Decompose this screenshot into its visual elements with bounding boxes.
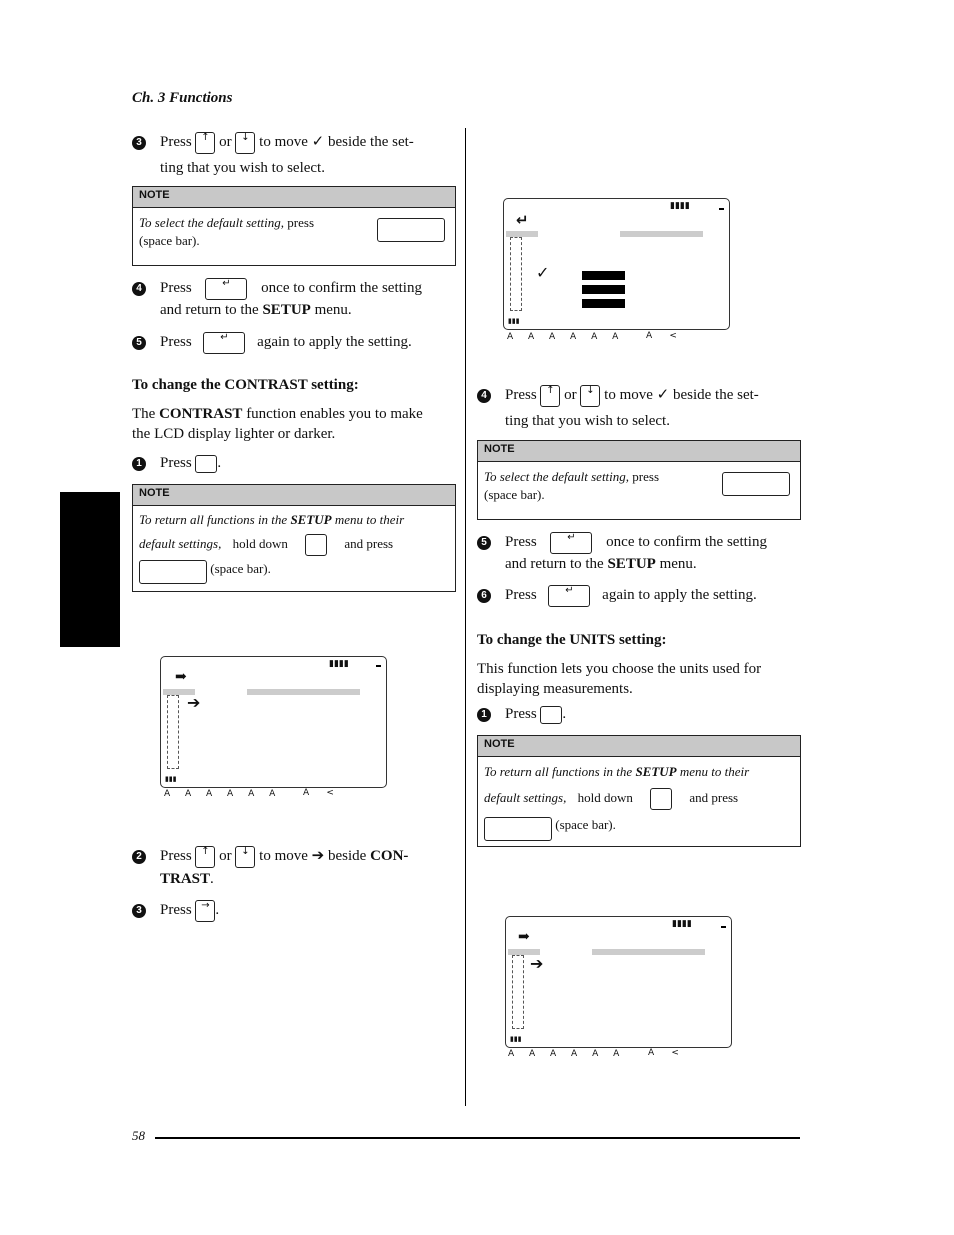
note-bold: SETUP (290, 512, 332, 527)
step-3-cont: ting that you wish to select. (160, 160, 325, 176)
para-text: function enables you to make (246, 406, 423, 422)
setup-key (195, 455, 217, 473)
step-2 (132, 845, 457, 868)
selection-arrow-icon: ➔ (530, 954, 544, 973)
arrow-icon: ➡ (175, 670, 187, 685)
contrast-paragraph (132, 404, 457, 444)
lcd-option-block (582, 285, 625, 294)
step-number: 1 (477, 708, 491, 722)
note-box (132, 484, 456, 592)
step-text: or (219, 848, 232, 864)
step-text: to move ✓ beside the set- (604, 387, 759, 403)
step-text: Press (160, 280, 192, 296)
note-text: menu to their (679, 764, 750, 779)
note-text: To return all functions in the (484, 764, 633, 779)
para-text: displaying measurements. (477, 681, 633, 697)
arrow-icon: ➡ (518, 930, 530, 945)
space-key (484, 817, 552, 841)
down-key: ↓ (580, 385, 600, 407)
lcd-indicators: A A A A A A (164, 789, 282, 799)
step-text: . (215, 902, 220, 918)
step-2-cont (160, 868, 214, 890)
step-text: again to apply the setting. (602, 587, 757, 603)
step-4 (132, 277, 457, 300)
level-icon: ▮▮▮ (165, 775, 177, 783)
enter-key: ↵ (203, 332, 245, 354)
note-text: press (632, 469, 659, 484)
note-text: hold down (577, 790, 633, 805)
step-text: once to confirm the setting (261, 280, 422, 296)
up-key: ↑ (195, 846, 215, 868)
para-bold: CONTRAST (159, 406, 243, 422)
lcd-indicators: A A A A A A (507, 332, 625, 342)
step-text: Press (505, 587, 537, 603)
step-number: 4 (477, 389, 491, 403)
step-text: and return to the (160, 302, 259, 318)
selection-arrow-icon: ➔ (187, 693, 201, 712)
note-box (132, 186, 456, 266)
note-text: (space bar). (139, 233, 200, 248)
code-key (650, 788, 672, 810)
step-text: or (219, 134, 232, 150)
lcd-indicator-a: A < (648, 1048, 679, 1058)
note-body (133, 208, 455, 256)
units-paragraph (477, 659, 802, 699)
lcd-indicator-a: A < (303, 788, 334, 798)
note-body (478, 462, 800, 510)
column-divider (465, 128, 466, 1106)
step-3b (132, 899, 219, 922)
step-number: 3 (132, 904, 146, 918)
note-text: hold down (232, 536, 288, 551)
contrast-heading: To change the CONTRAST setting: (132, 377, 359, 393)
step-number: 4 (132, 282, 146, 296)
lcd-bar (247, 689, 360, 695)
step-text: to move ➔ beside (259, 848, 367, 864)
down-key: ↓ (235, 132, 255, 154)
step-text: Press (160, 134, 192, 150)
lcd-bar (620, 231, 703, 237)
note-text: To select the default setting, (484, 469, 630, 484)
note-box (477, 735, 801, 847)
lcd-bar (592, 949, 705, 955)
step-text: or (564, 387, 577, 403)
note-body (478, 757, 800, 847)
step-text: . (210, 871, 214, 887)
level-icon: ▮▮▮ (508, 317, 520, 325)
lcd-display (505, 916, 732, 1048)
step-text: Press (160, 848, 192, 864)
step-text: Press (160, 334, 192, 350)
step-text: . (217, 455, 222, 471)
space-key (377, 218, 445, 242)
note-text: and press (344, 536, 394, 551)
step-4 (477, 384, 802, 407)
para-text: The (132, 406, 156, 422)
step-5 (132, 331, 412, 354)
chapter-tab (60, 492, 120, 647)
space-key (139, 560, 207, 584)
step-text: to move ✓ beside the set- (259, 134, 414, 150)
step-text: menu. (314, 302, 352, 318)
note-text: To return all functions in the (139, 512, 288, 527)
lcd-indicators: A A A A A A (508, 1049, 626, 1059)
step-number: 5 (477, 536, 491, 550)
step-5-cont (505, 553, 697, 575)
note-bold: SETUP (635, 764, 677, 779)
note-box (477, 440, 801, 520)
note-text: default settings, (139, 536, 222, 551)
note-title: NOTE (478, 441, 800, 462)
step-1 (477, 703, 566, 725)
step-text: . (562, 706, 567, 722)
note-title: NOTE (478, 736, 800, 757)
step-text: Press (505, 387, 537, 403)
code-key (305, 534, 327, 556)
step-4-cont: ting that you wish to select. (505, 413, 670, 429)
chapter-header: Ch. 3 Functions (132, 90, 233, 106)
up-key: ↑ (195, 132, 215, 154)
note-text: (space bar). (484, 487, 545, 502)
indicator-dash (721, 926, 726, 928)
battery-icon: ▮▮▮▮ (672, 919, 692, 929)
lcd-option-block (582, 271, 625, 280)
lcd-indicator-a: A < (646, 331, 677, 341)
note-text: and press (689, 790, 739, 805)
indicator-dash (376, 665, 381, 667)
check-icon: ✓ (536, 263, 550, 282)
step-number: 5 (132, 336, 146, 350)
step-text: Press (505, 534, 537, 550)
note-text: (space bar). (210, 561, 271, 576)
note-text: menu to their (334, 512, 405, 527)
step-5 (477, 531, 802, 554)
step-text: Press (160, 902, 192, 918)
indicator-dash (719, 208, 724, 210)
scroll-indicator (510, 237, 522, 311)
para-text: the LCD display lighter or darker. (132, 426, 336, 442)
step-number: 6 (477, 589, 491, 603)
step-4-cont (160, 299, 352, 321)
step-number: 3 (132, 136, 146, 150)
up-key: ↑ (540, 385, 560, 407)
step-text: once to confirm the setting (606, 534, 767, 550)
enter-key: ↵ (550, 532, 592, 554)
footer-rule (155, 1137, 800, 1139)
down-key: ↓ (235, 846, 255, 868)
scroll-indicator (167, 695, 179, 769)
lcd-option-block (582, 299, 625, 308)
step-bold: TRAST (160, 871, 211, 887)
step-text: Press (505, 706, 537, 722)
enter-icon: ↵ (516, 211, 529, 229)
step-number: 2 (132, 850, 146, 864)
scroll-indicator (512, 955, 524, 1029)
page-number: 58 (132, 1128, 145, 1143)
enter-key: ↵ (548, 585, 590, 607)
step-bold: SETUP (607, 556, 656, 572)
step-6 (477, 584, 757, 607)
step-text: menu. (659, 556, 697, 572)
step-text: and return to the (505, 556, 604, 572)
note-text: press (287, 215, 314, 230)
space-key (722, 472, 790, 496)
step-1 (132, 452, 221, 474)
level-icon: ▮▮▮ (510, 1035, 522, 1043)
step-bold: CON- (370, 848, 409, 864)
step-text: again to apply the setting. (257, 334, 412, 350)
step-3 (132, 131, 457, 154)
right-key: → (195, 900, 215, 922)
para-text: This function lets you choose the units used for (477, 661, 762, 677)
step-number: 1 (132, 457, 146, 471)
note-title: NOTE (133, 485, 455, 506)
note-text: To select the default setting, (139, 215, 285, 230)
step-bold: SETUP (262, 302, 311, 318)
battery-icon: ▮▮▮▮ (329, 659, 349, 669)
enter-key: ↵ (205, 278, 247, 300)
note-text: default settings, (484, 790, 567, 805)
note-text: (space bar). (555, 816, 616, 832)
note-title: NOTE (133, 187, 455, 208)
lcd-display (160, 656, 387, 788)
note-body (133, 506, 455, 590)
step-text: Press (160, 455, 192, 471)
setup-key (540, 706, 562, 724)
battery-icon: ▮▮▮▮ (670, 201, 690, 211)
units-heading: To change the UNITS setting: (477, 632, 667, 648)
lcd-display (503, 198, 730, 330)
